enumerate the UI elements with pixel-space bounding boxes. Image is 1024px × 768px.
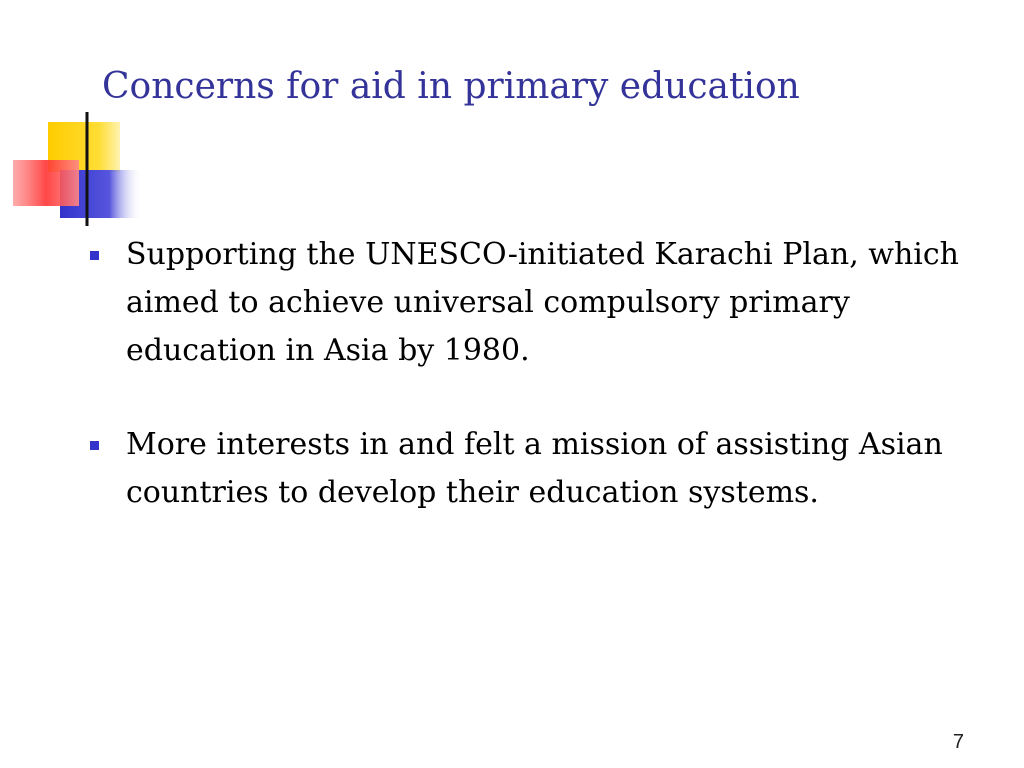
- bullet-text: Supporting the UNESCO-initiated Karachi Plan, which aimed to achieve universal compulsory primary education in Asia by 1980.: [126, 237, 959, 368]
- blue-square: [60, 170, 142, 218]
- page-number: 7: [952, 731, 964, 753]
- bullet-list: [86, 231, 966, 563]
- square-bullet-icon: [90, 251, 99, 260]
- bullet-item: [86, 231, 966, 375]
- slide-title: Concerns for aid in primary education: [102, 66, 800, 107]
- yellow-square: [48, 122, 120, 172]
- title-decoration: [0, 0, 1024, 240]
- square-bullet-icon: [90, 441, 99, 450]
- bullet-item: [86, 421, 966, 517]
- bullet-text: More interests in and felt a mission of assisting Asian countries to develop their education systems.: [126, 427, 943, 510]
- red-square: [13, 160, 79, 206]
